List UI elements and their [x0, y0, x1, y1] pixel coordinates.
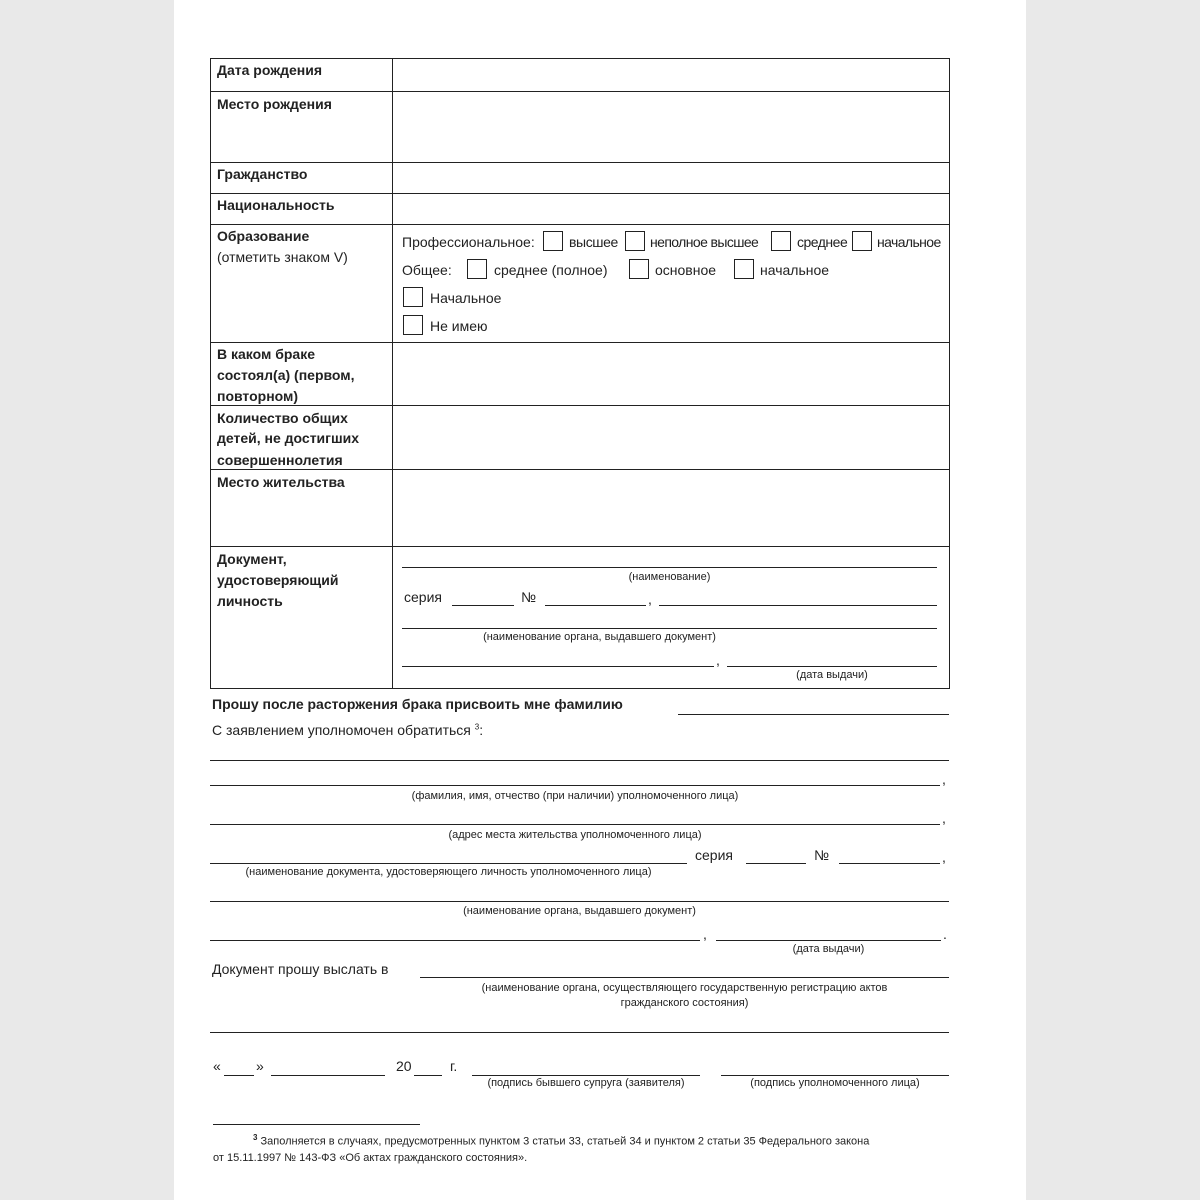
footnote-ref: 3 [474, 722, 480, 732]
applicant-signature-line[interactable] [472, 1075, 700, 1076]
registry-caption-1: (наименование органа, осуществляющего государственную регистрацию актов [481, 982, 888, 994]
year-suffix: г. [450, 1058, 458, 1074]
auth-period: . [943, 926, 947, 942]
auth-date-caption: (дата выдачи) [792, 943, 865, 955]
registry-line-2[interactable] [210, 1032, 949, 1033]
marriage-field[interactable] [393, 343, 949, 405]
registry-caption-2: гражданского состояния) [620, 997, 749, 1009]
month-line[interactable] [271, 1075, 385, 1076]
id-doc-name-line[interactable] [402, 567, 937, 568]
elementary-label: Начальное [430, 290, 502, 306]
authorized-signature-caption: (подпись уполномоченного лица) [750, 1077, 920, 1089]
authorized-text: С заявлением уполномочен обратиться $^3$: [212, 722, 484, 738]
professional-label: Профессиональное: [402, 234, 535, 250]
auth-issuer-line-2[interactable] [210, 940, 700, 941]
general-primary-label: начальное [760, 262, 830, 278]
id-doc-issuer-line-2[interactable] [402, 666, 714, 667]
footnote-text-2: от 15.11.1997 № 143-ФЗ «Об актах гражданского состояния». [213, 1151, 528, 1164]
citizenship-label: Гражданство [217, 166, 308, 182]
id-doc-date-line[interactable] [727, 666, 937, 667]
checkbox-elementary[interactable] [403, 287, 423, 307]
incomplete-higher-label: неполное высшее [650, 234, 759, 250]
basic-label: основное [655, 262, 717, 278]
quote-close: » [256, 1058, 264, 1074]
secondary-label: среднее [797, 234, 848, 250]
auth-issuer-line[interactable] [210, 901, 949, 902]
table-row-divider [210, 224, 950, 225]
footnote-text-1: Заполняется в случаях, предусмотренных пунктом 3 статьи 33, статьей 34 и пунктом 2 статьи 35 Федерального закона [260, 1135, 870, 1148]
id-doc-issuer-line[interactable] [402, 628, 937, 629]
id-doc-comma: , [648, 591, 652, 607]
address-line[interactable] [210, 824, 940, 825]
nationality-label: Национальность [217, 197, 335, 213]
id-doc-label-3: личность [217, 593, 283, 609]
residence-label: Место жительства [217, 474, 345, 490]
address-comma: , [942, 810, 946, 826]
id-doc-label-1: Документ, [217, 551, 287, 567]
education-hint: (отметить знаком V) [217, 249, 348, 265]
higher-label: высшее [569, 234, 618, 250]
children-field[interactable] [393, 406, 949, 469]
checkbox-general-primary[interactable] [734, 259, 754, 279]
fio-comma: , [942, 771, 946, 787]
footnote-text [213, 1130, 949, 1166]
checkbox-higher[interactable] [543, 231, 563, 251]
id-doc-label-2: удостоверяющий [217, 572, 339, 588]
day-line[interactable] [224, 1075, 254, 1076]
checkbox-secondary[interactable] [771, 231, 791, 251]
new-surname-line[interactable] [678, 714, 949, 715]
auth-doc-name-line[interactable] [210, 863, 687, 864]
auth-number-line[interactable] [839, 863, 940, 864]
auth-issuer-caption: (наименование органа, выдавшего документ) [463, 905, 696, 917]
id-doc-number-line[interactable] [545, 605, 646, 606]
general-label: Общее: [402, 262, 452, 278]
marriage-label-1: В каком браке [217, 346, 316, 362]
primary-label: начальное [877, 234, 941, 250]
id-doc-comma-2: , [716, 652, 720, 668]
checkbox-primary[interactable] [852, 231, 872, 251]
fio-caption: (фамилия, имя, отчество (при наличии) уполномоченного лица) [411, 790, 739, 802]
auth-number-label: № [814, 847, 830, 863]
send-to-text: Документ прошу выслать в [212, 961, 389, 977]
surname-request-text: Прошу после расторжения брака присвоить мне фамилию [212, 696, 623, 712]
year-prefix: 20 [396, 1058, 412, 1074]
birth-date-label: Дата рождения [217, 62, 323, 78]
auth-date-line[interactable] [716, 940, 941, 941]
checkbox-incomplete-higher[interactable] [625, 231, 645, 251]
authorized-line-1[interactable] [210, 760, 949, 761]
checkbox-basic[interactable] [629, 259, 649, 279]
citizenship-field[interactable] [393, 163, 949, 193]
id-doc-number-label: № [521, 589, 537, 605]
address-caption: (адрес места жительства уполномоченного лица) [448, 829, 702, 841]
quote-open: « [213, 1058, 221, 1074]
id-doc-series-label: серия [404, 589, 442, 605]
auth-series-label: серия [695, 847, 733, 863]
id-doc-series-line[interactable] [452, 605, 514, 606]
birth-date-field[interactable] [393, 59, 949, 91]
marriage-label-2: состоял(а) (первом, [217, 367, 355, 383]
year-line[interactable] [414, 1075, 442, 1076]
auth-comma: , [942, 849, 946, 865]
auth-comma-2: , [703, 926, 707, 942]
footnote-separator [213, 1124, 420, 1125]
children-label-3: совершеннолетия [217, 452, 343, 468]
general-secondary-label: среднее (полное) [494, 262, 608, 278]
id-doc-date-caption: (дата выдачи) [796, 669, 868, 681]
children-label-2: детей, не достигших [217, 430, 360, 446]
birth-place-label: Место рождения [217, 96, 332, 112]
applicant-signature-caption: (подпись бывшего супруга (заявителя) [487, 1077, 685, 1089]
auth-doc-caption: (наименование документа, удостоверяющего личность уполномоченного лица) [245, 866, 652, 878]
table-row-divider [210, 546, 950, 547]
checkbox-general-secondary[interactable] [467, 259, 487, 279]
footnote-mark: 3 [253, 1133, 258, 1142]
none-label: Не имею [430, 318, 488, 334]
education-label: Образование [217, 228, 310, 244]
auth-series-line[interactable] [746, 863, 806, 864]
residence-field[interactable] [393, 470, 949, 546]
id-doc-extra-line[interactable] [659, 605, 937, 606]
checkbox-none[interactable] [403, 315, 423, 335]
authorized-fio-line[interactable] [210, 785, 940, 786]
id-doc-name-caption: (наименование) [628, 571, 711, 583]
children-label-1: Количество общих [217, 410, 348, 426]
registry-line[interactable] [420, 977, 949, 978]
nationality-field[interactable] [393, 194, 949, 224]
id-doc-issuer-caption: (наименование органа, выдавшего документ) [483, 631, 716, 643]
authorized-signature-line[interactable] [721, 1075, 949, 1076]
birth-place-field[interactable] [393, 92, 949, 162]
marriage-label-3: повторном) [217, 388, 299, 404]
